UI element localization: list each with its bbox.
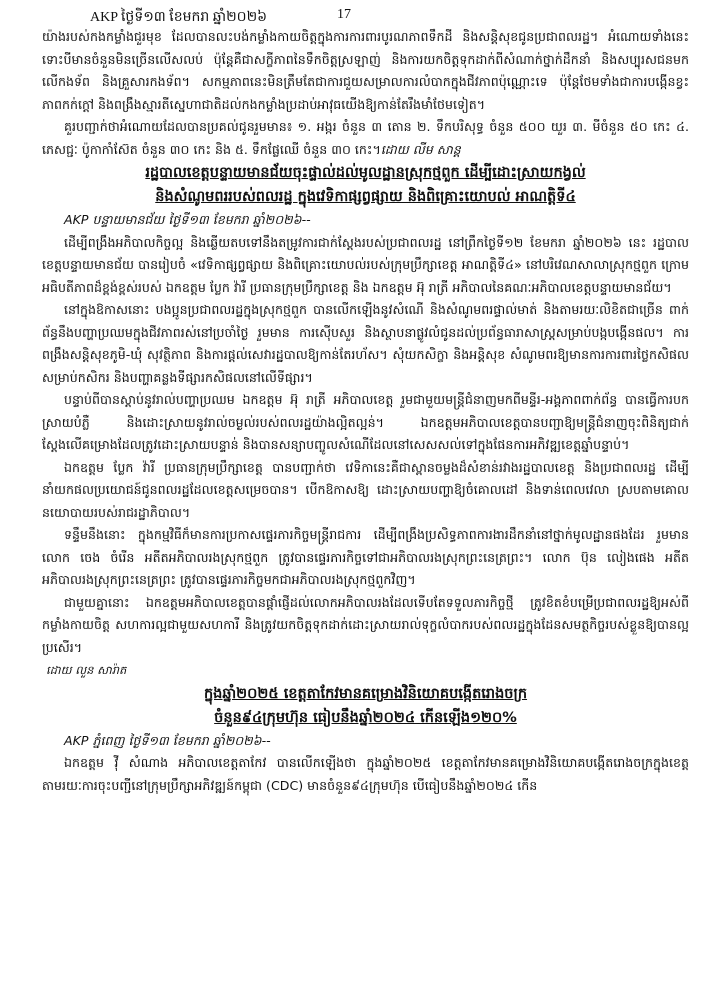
article-title-line: ក្នុងឆ្នាំ២០២៥ ខេត្តតាកែវមានគម្រោងវិនិយោគបង្កើតរោងចក្រ <box>203 685 528 702</box>
article-title-line: និងសំណូមពររបស់ពលរដ្ឋ ក្នុងវេទិកាផ្សព្វផ្សាយ និងពិគ្រោះយោបល់ អាណត្តិទី៤ <box>155 189 576 205</box>
article-title <box>42 682 689 730</box>
article-title <box>42 161 689 209</box>
page-number: 17 <box>337 7 351 22</box>
body-paragraph: ទន្ទឹមនឹងនោះ ក្នុងកម្មវិធីក៏មានការប្រកាសផ្ទេរភារកិច្ចមន្ត្រីរាជការ ដើម្បីពង្រឹងប្រសិទ្ធភាពការងារដឹកនាំនៅថ្នាក់មូលដ្ឋានផងដែរ រួមមាន លោក ចេង ចំរើន អតីតអភិបាលរងស្រុកថ្មពួក ត្រូវបានផ្ទេរភារកិច្ចទៅជាអភិបាលរងស្រុកព្រះនេត្រព្រះ។ លោក ប៊ុន លៀងផេង អតីតអភិបាលរងស្រុកព្រះនេត្រព្រះ ត្រូវបានផ្ទេរភារកិច្ចមកជាអភិបាលរងស្រុកថ្មពួកវិញ។ <box>42 527 689 587</box>
body-paragraph-text: គួរបញ្ជាក់ថាអំណោយដែលបានប្រគល់ជូនរួមមាន៖ ១. អង្ករ ចំនួន ៣ តោន ២. ទឹកបរិសុទ្ធ ចំនួន ៥០០ យួរ ៣. មីចំនួន ៥០ កេះ ៤. ភេសជ្ជៈ ប៉ូកាកាំស៊ែត ចំនួន ៣០ កេះ និង ៥. ទឹកផ្លែឈើ ចំនួន ៣០ កេះ។ <box>42 119 689 157</box>
body-paragraph: នៅក្នុងឱកាសនោះ បងប្អូនប្រជាពលរដ្ឋក្នុងស្រុកថ្មពួក បានលើកឡើងនូវសំណើ និងសំណូមពរផ្ទាល់មាត់ និងតាមរយៈលិខិតជាច្រើន ពាក់ព័ន្ធនឹងបញ្ហាប្រឈមក្នុងជីវភាពរស់នៅប្រចាំថ្ងៃ រួមមាន ការស៊ើបសួរ និងស្ថាបនាផ្លូវលំជូនដល់ប្រព័ន្ធធារាសាស្ត្រសម្រាប់បង្កបង្កើនផល។ ការពង្រឹងសន្តិសុខភូមិ-ឃុំ សុវត្ថិភាព និងការផ្តល់សេវារដ្ឋបាលឱ្យកាន់តែរហ័ស។ សុំយកសិក្ខា និងអន្តិសុខ សំណូមពរឱ្យមានការការពារថ្លៃកសិផលសម្រាប់កសិករ និងបញ្ហាគន្លងទីផ្សារកសិផលនៅលើទីផ្សារ។ <box>42 302 689 385</box>
body-paragraph: ឯកឧត្តម វ៉ី សំណាង អភិបាលខេត្តតាកែវ បានលើកឡើងថា ក្នុងឆ្នាំ២០២៥ ខេត្តតាកែវមានគម្រោងវិនិយោគបង្កើតរោងចក្រក្នុងខេត្តតាមរយៈការចុះបញ្ជីនៅក្រុមប្រឹក្សាអភិវឌ្ឍន៍កម្ពុជា (CDC) មានចំនួន៩៤ក្រុមហ៊ុន បើធៀបនឹងឆ្នាំ២០២៤ កើន <box>42 755 689 793</box>
header-label: AKP ថ្ងៃទី១៣ ខែមករា ឆ្នាំ២០២៦ <box>90 10 268 25</box>
article-dateline: AKP បន្ទាយមានជ័យ ថ្ងៃទី១៣ ខែមករា ឆ្នាំ២០២៦-- <box>64 212 311 227</box>
byline: ដោយ លួន សារ៉ាត <box>46 663 127 677</box>
byline: ដោយ លីម សាន្ត <box>380 141 461 157</box>
body-paragraph <box>42 116 689 161</box>
page-header <box>42 4 689 26</box>
body-paragraph: យ៉ាងរបស់កងកម្លាំងជួរមុខ ដែលបានលះបង់កម្លាំងកាយចិត្តក្នុងការការពារបូរណភាពទឹកដី និងសន្តិសុខជូនប្រជាពលរដ្ឋ។ អំណោយទាំងនេះ ទោះបីមានចំនួនមិនច្រើនលើសលប់ ប៉ុន្តែគឺជាសក្ខីភាពនៃទឹកចិត្តស្រឡាញ់ និងការយកចិត្តទុកដាក់ពីសំណាក់ថ្នាក់ដឹកនាំ និងសប្បុរសជនមកលើកងទ័ព និងគ្រួសារកងទ័ព។ សកម្មភាពនេះមិនត្រឹមតែជាការជួយសម្រាលការលំបាកក្នុងជីវភាពប៉ុណ្ណោះទេ ប៉ុន្តែថែមទាំងជាការបង្កើនខ្វះភាពកក់ក្ដៅ និងពង្រឹងស្មារតីស្នេហាជាតិដល់កងកម្លាំងប្រដាប់អាវុធយើងឱ្យកាន់តែរឹងមាំថែមទៀត។ <box>42 29 689 112</box>
body-paragraph: ជាមួយគ្នានោះ ឯកឧត្តមអភិបាលខេត្តបានផ្ដាំផ្ញើដល់លោកអភិបាលរងដែលទើបតែទទួលភារកិច្ចថ្មី ត្រូវខិតខំបម្រើប្រជាពលរដ្ឋឱ្យអស់ពីកម្លាំងកាយចិត្ត សហការល្អជាមួយសហការី និងត្រូវយកចិត្តទុកដាក់ដោះស្រាយរាល់ទុក្ខលំបាករបស់ពលរដ្ឋក្នុងដែនសមត្ថកិច្ចរបស់ខ្លួនឱ្យបានល្អប្រសើរ។ <box>42 594 689 655</box>
article-title-line: រដ្ឋបាលខេត្តបន្ទាយមានជ័យចុះផ្ទាល់ដល់មូលដ្ឋានស្រុកថ្មពួក ដើម្បីដោះស្រាយកង្វល់ <box>145 165 586 181</box>
body-paragraph: បន្ទាប់ពីបានស្តាប់នូវរាល់បញ្ហាប្រឈម ឯកឧត្តម អ៊ុ រាត្រី អភិបាលខេត្ត រួមជាមួយមន្ត្រីជំនាញមកពីមន្ទីរ-អង្គភាពពាក់ព័ន្ធ បានធ្វើការបកស្រាយបំភ្លឺ និងដោះស្រាយនូវរាល់ចម្ងល់របស់ពលរដ្ឋយ៉ាងល្អិតល្អន់។ ឯកឧត្តមអភិបាលខេត្តបានបញ្ជាឱ្យមន្ត្រីជំនាញចុះពិនិត្យជាក់ស្តែងលើគម្រោងដែលត្រូវដោះស្រាយបន្ទាន់ និងបានសន្យាបញ្ចូលសំណើដែលនៅសេសសល់ទៅក្នុងផែនការអភិវឌ្ឍខេត្តឆ្នាំបន្ទាប់។ <box>42 392 689 452</box>
article-title-line: ចំនួន៩៤ក្រុមហ៊ុន ធៀបនឹងឆ្នាំ២០២៤ កើនឡើង១២០% <box>214 709 517 726</box>
body-paragraph: ដើម្បីពង្រឹងអភិបាលកិច្ចល្អ និងឆ្លើយតបទៅនឹងតម្រូវការជាក់ស្តែងរបស់ប្រជាពលរដ្ឋ នៅព្រឹកថ្ងៃទី១២ ខែមករា ឆ្នាំ២០២៦ នេះ រដ្ឋបាលខេត្តបន្ទាយមានជ័យ បានរៀបចំ «វេទិកាផ្សព្វផ្សាយ និងពិគ្រោះយោបល់របស់ក្រុមប្រឹក្សាខេត្ត អាណត្តិទី៤» នៅបរិវេណសាលាស្រុកថ្មពួក ក្រោមអធិបតីភាពដ៏ខ្ពង់ខ្ពស់របស់ ឯកឧត្តម ប្លែក វ៉ារី ប្រធានក្រុមប្រឹក្សាខេត្ត និង ឯកឧត្តម អ៊ុ រាត្រី អភិបាលនៃគណៈអភិបាលខេត្តបន្ទាយមានជ័យ។ <box>42 234 689 295</box>
body-paragraph: ឯកឧត្តម ប្លែក វ៉ារី ប្រធានក្រុមប្រឹក្សាខេត្ត បានបញ្ជាក់ថា វេទិកានេះគឺជាស្ពានចម្លងដ៏សំខាន់រវាងរដ្ឋបាលខេត្ត និងប្រជាពលរដ្ឋ ដើម្បីនាំយកផលប្រយោជន៍ជូនពលរដ្ឋដែលខេត្តសម្រេចបាន។ បើកឱកាសឱ្យ ដោះស្រាយបញ្ហាឱ្យចំគោលដៅ និងទាន់ពេលវេលា ស្របតាមគោលនយោបាយរបស់រាជរដ្ឋាភិបាល។ <box>42 459 689 520</box>
article-dateline: AKP ភ្នំពេញ ថ្ងៃទី១៣ ខែមករា ឆ្នាំ២០២៦-- <box>64 732 271 748</box>
